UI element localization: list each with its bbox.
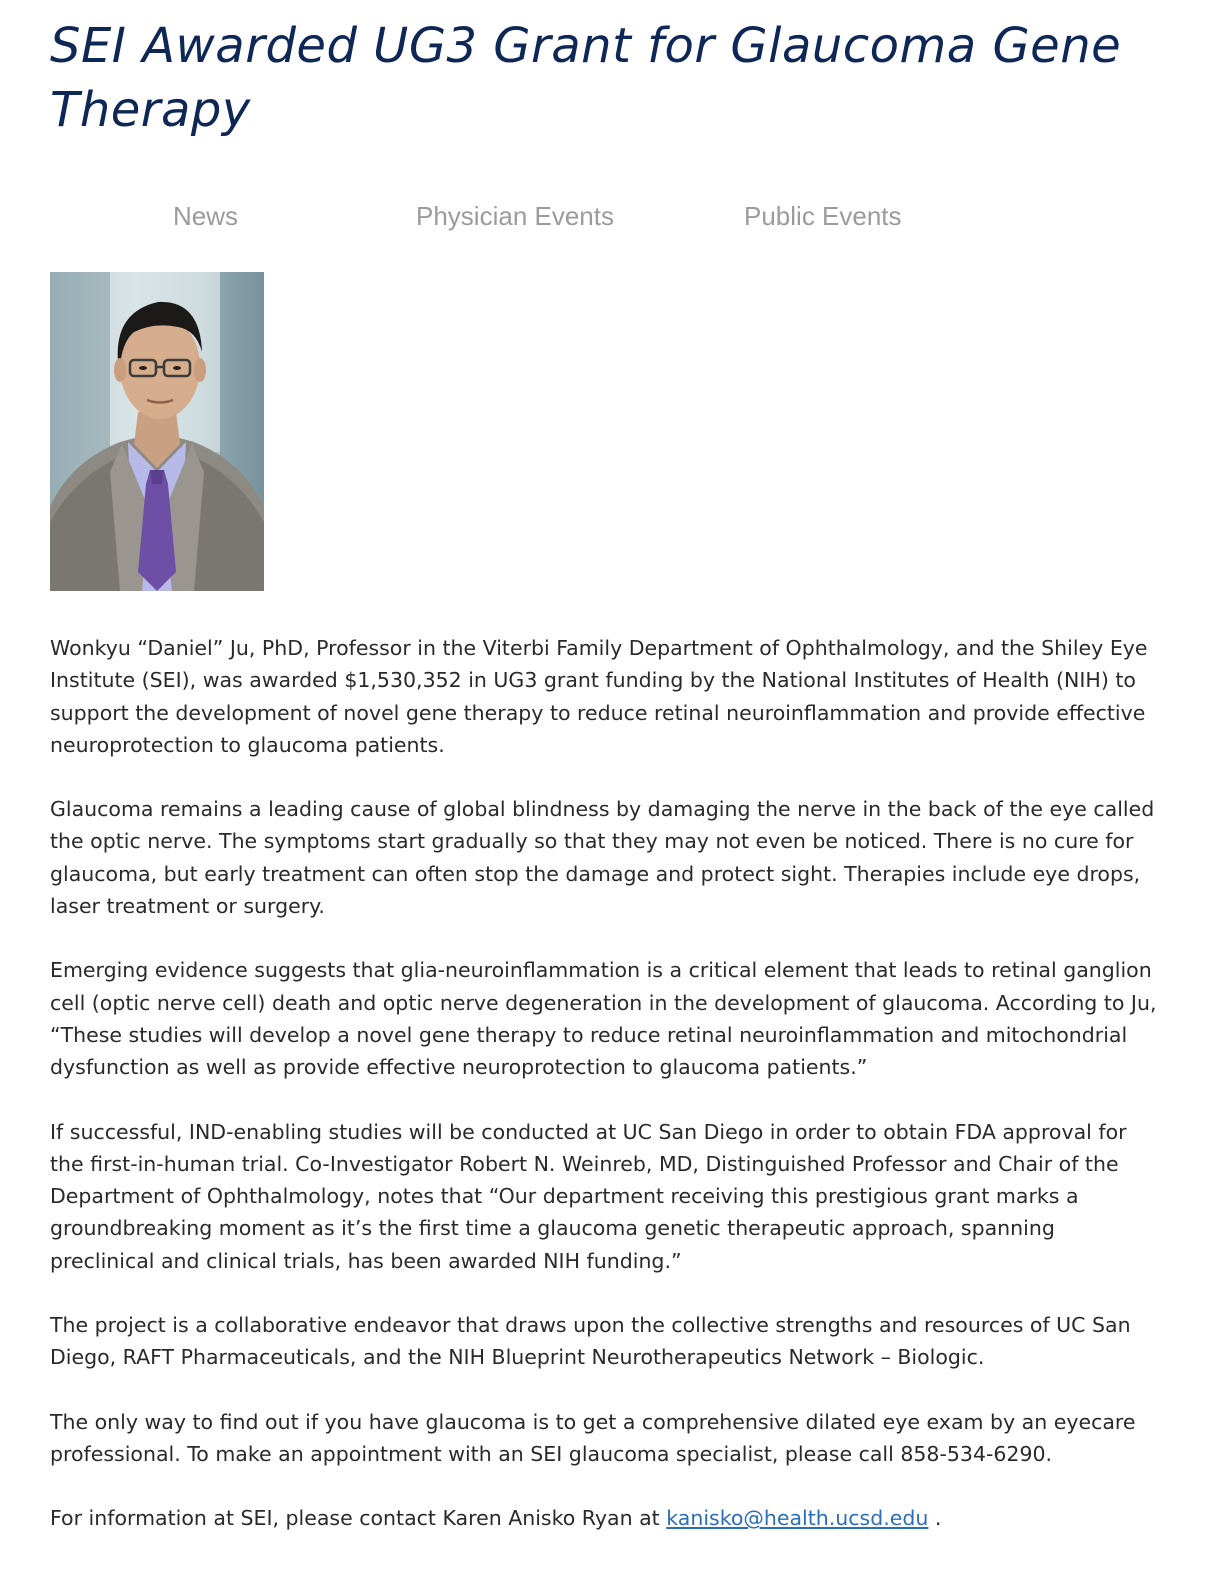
paragraph-1: Wonkyu “Daniel” Ju, PhD, Professor in the Viterbi Family Department of Ophthalmology, and the Shiley Eye Institute (SEI), was awarded $1,530,352 in UG3 grant funding by the National Institutes of Health (NIH) to support the development of novel gene therapy to reduce retinal neuroinflammation and provide effective neuroprotection to glaucoma patients.: [50, 636, 1148, 757]
article-body: [50, 632, 1160, 1567]
contact-prefix: For information at SEI, please contact Karen Anisko Ryan at: [50, 1506, 667, 1531]
paragraph-6: The only way to find out if you have glaucoma is to get a comprehensive dilated eye exam by an eyecare professional. To make an appointment with an SEI glaucoma specialist, please call 858-534-6290.: [50, 1409, 1136, 1466]
paragraph-3: Emerging evidence suggests that glia-neuroinflammation is a critical element that leads to retinal ganglion cell (optic nerve cell) death and optic nerve degeneration in the development of glaucoma. According to Ju, “These studies will develop a novel gene therapy to reduce retinal neuroinflammation and mitochondrial dysfunction as well as provide effective neuroprotection to glaucoma patients.”: [50, 958, 1157, 1080]
portrait-photo: [50, 272, 264, 591]
paragraph-5: The project is a collaborative endeavor that draws upon the collective strengths and resources of UC San Diego, RAFT Pharmaceuticals, and the NIH Blueprint Neurotherapeutics Network – Biologic.: [50, 1313, 1131, 1370]
contact-email-link[interactable]: kanisko@health.ucsd.edu: [666, 1506, 929, 1531]
contact-paragraph: [50, 1502, 1160, 1534]
paragraph-4: If successful, IND-enabling studies will be conducted at UC San Diego in order to obtain FDA approval for the first-in-human trial. Co-Investigator Robert N. Weinreb, MD, Distinguished Professor and Chair of the Department of Ophthalmology, notes that “Our department receiving this prestigious grant marks a groundbreaking moment as it’s the first time a glaucoma genetic therapeutic approach, spanning preclinical and clinical trials, has been awarded NIH funding.”: [50, 1119, 1127, 1273]
page-title: SEI Awarded UG3 Grant for Glaucoma Gene Therapy: [50, 18, 1122, 138]
tab-news[interactable]: News: [173, 201, 239, 231]
paragraph-2: Glaucoma remains a leading cause of global blindness by damaging the nerve in the back of the eye called the optic nerve. The symptoms start gradually so that they may not even be noticed. There is no cure for glaucoma, but early treatment can often stop the damage and protect sight. Therapies include eye drops, laser treatment or surgery.: [50, 797, 1155, 919]
tab-public-events[interactable]: Public Events: [744, 201, 902, 231]
contact-suffix: .: [928, 1506, 942, 1531]
category-tabs: [50, 196, 1158, 236]
portrait-illustration: [50, 272, 264, 591]
tab-physician-events[interactable]: Physician Events: [416, 201, 614, 231]
